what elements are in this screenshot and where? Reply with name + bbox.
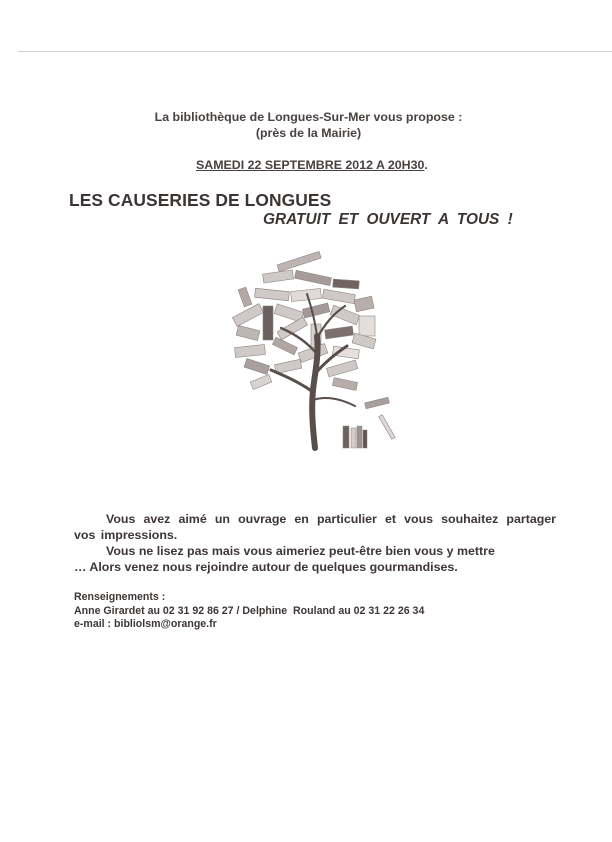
contact-title: Renseignements : xyxy=(74,591,166,603)
invitation-paragraph-3: … Alors venez nous rejoindre autour de quelques gourmandises. xyxy=(74,560,458,574)
invitation-text xyxy=(74,511,556,575)
contact-email: e-mail : bibliolsm@orange.fr xyxy=(74,618,217,630)
invitation-paragraph-2: Vous ne lisez pas mais vous aimeriez peut-être bien vous y mettre xyxy=(106,544,495,558)
intro-line-library: La bibliothèque de Longues-Sur-Mer vous propose : xyxy=(154,110,463,124)
fallen-books xyxy=(343,426,367,448)
event-date-period: . xyxy=(424,158,428,172)
intro-block xyxy=(0,109,612,141)
scan-top-rule xyxy=(18,51,612,52)
contact-block xyxy=(74,591,424,632)
contact-phones: Anne Girardet au 02 31 92 86 27 / Delphine Rouland au 02 31 22 26 34 xyxy=(74,604,425,617)
book-tree-illustration xyxy=(215,250,410,455)
event-tagline: GRATUIT ET OUVERT A TOUS ! xyxy=(263,211,513,228)
event-headline: LES CAUSERIES DE LONGUES xyxy=(69,190,332,210)
invitation-paragraph-1: Vous avez aimé un ouvrage en particulier et vous souhaitez partager vos impressions. xyxy=(74,512,556,542)
intro-line-location: (près de la Mairie) xyxy=(255,126,362,140)
event-date-text: SAMEDI 22 SEPTEMBRE 2012 A 20H30 xyxy=(196,158,425,172)
event-date xyxy=(196,158,428,172)
